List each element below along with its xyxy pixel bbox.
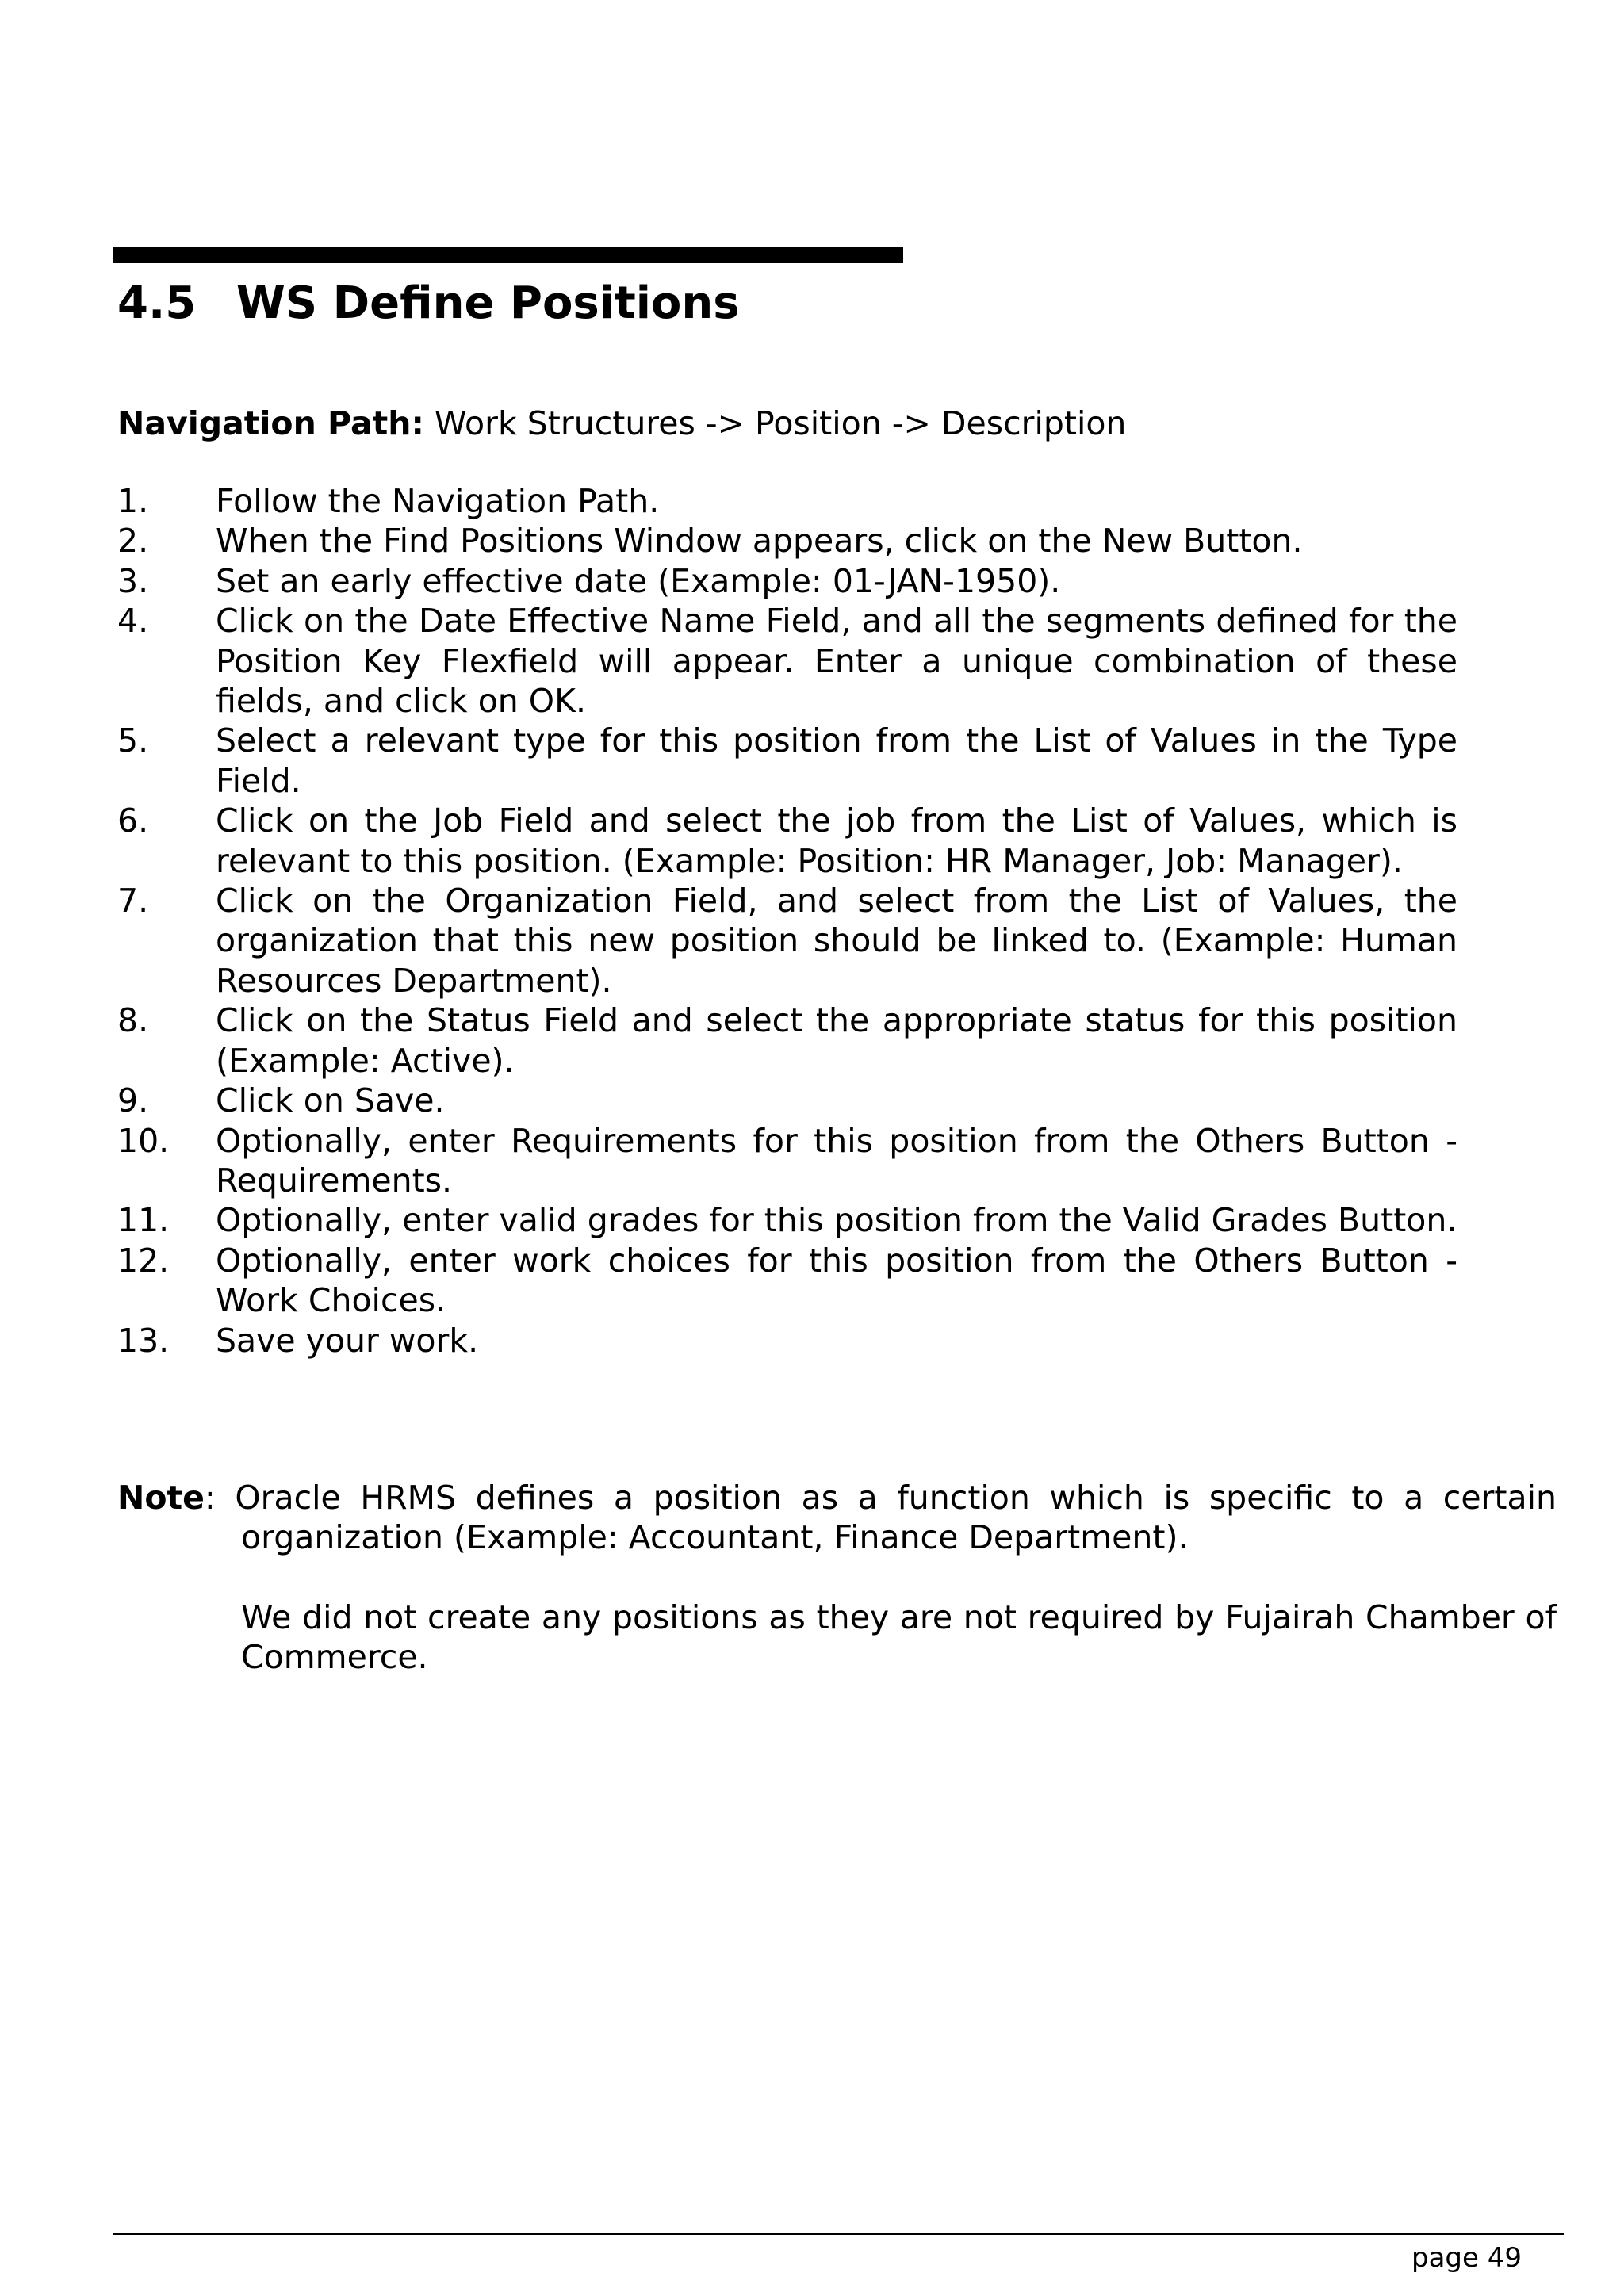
list-item xyxy=(117,1200,1457,1240)
step-text: When the Find Positions Window appears, click on the New Button. xyxy=(216,522,1303,561)
steps-list xyxy=(117,481,1457,1360)
note-paragraph-2: We did not create any positions as they are not required by Fujairah Chamber of Commerce. xyxy=(241,1598,1557,1677)
step-text: Click on the Status Field and select the appropriate status for this position (Example: Active). xyxy=(216,1001,1457,1080)
navigation-path xyxy=(117,401,1126,446)
list-item xyxy=(117,561,1457,601)
step-number: 9. xyxy=(117,1081,149,1120)
step-text: Optionally, enter work choices for this position from the Others Button - Work Choices. xyxy=(216,1241,1457,1320)
list-item xyxy=(117,601,1457,721)
list-item xyxy=(117,801,1457,881)
step-text: Click on the Organization Field, and select from the List of Values, the organization that this new position should be linked to. (Example: Human Resources Department). xyxy=(216,882,1457,1000)
note-block xyxy=(117,1478,1557,1678)
step-number: 11. xyxy=(117,1201,170,1240)
list-item xyxy=(117,881,1457,1001)
list-item xyxy=(117,521,1457,561)
list-item xyxy=(117,1001,1457,1081)
step-text: Click on the Date Effective Name Field, and all the segments defined for the Position Key Flexfield will appear. Enter a unique combination of these fields, and click on OK. xyxy=(216,602,1457,721)
step-number: 1. xyxy=(117,482,149,520)
step-text: Follow the Navigation Path. xyxy=(216,482,660,520)
list-item xyxy=(117,1321,1457,1360)
step-number: 5. xyxy=(117,721,149,760)
list-item xyxy=(117,721,1457,801)
step-number: 13. xyxy=(117,1321,170,1360)
step-text: Click on the Job Field and select the job from the List of Values, which is relevant to this position. (Example: Position: HR Manager, Job: Manager). xyxy=(216,802,1457,880)
step-text: Save your work. xyxy=(216,1321,479,1360)
note-text: Oracle HRMS defines a position as a function which is specific to a certain organization (Example: Accountant, Finance Department). xyxy=(235,1479,1557,1557)
list-item xyxy=(117,1081,1457,1120)
step-number: 10. xyxy=(117,1121,170,1160)
navigation-path-label: Navigation Path: xyxy=(117,404,424,442)
step-number: 6. xyxy=(117,802,149,840)
step-text: Click on Save. xyxy=(216,1081,445,1120)
section-title: WS Define Positions xyxy=(236,277,740,329)
step-number: 8. xyxy=(117,1001,149,1040)
list-item xyxy=(117,1121,1457,1201)
navigation-path-value: Work Structures -> Position -> Description xyxy=(434,404,1127,442)
section-number: 4.5 xyxy=(117,277,197,329)
page-number: page 49 xyxy=(1411,2242,1522,2274)
step-number: 7. xyxy=(117,882,149,920)
note-label: Note xyxy=(117,1479,205,1517)
note-paragraph xyxy=(117,1478,1557,1558)
step-number: 3. xyxy=(117,561,149,600)
note-separator: : xyxy=(204,1479,236,1517)
list-item xyxy=(117,481,1457,521)
section-title-rule xyxy=(113,247,903,263)
footer-rule xyxy=(113,2233,1564,2235)
section-heading xyxy=(117,276,740,331)
step-number: 2. xyxy=(117,522,149,561)
step-text: Select a relevant type for this position from the List of Values in the Type Field. xyxy=(216,721,1457,800)
step-number: 4. xyxy=(117,602,149,641)
step-text: Optionally, enter Requirements for this position from the Others Button - Requirements. xyxy=(216,1121,1457,1200)
list-item xyxy=(117,1241,1457,1321)
step-text: Set an early effective date (Example: 01-JAN-1950). xyxy=(216,561,1061,600)
step-number: 12. xyxy=(117,1241,170,1280)
step-text: Optionally, enter valid grades for this position from the Valid Grades Button. xyxy=(216,1201,1457,1240)
